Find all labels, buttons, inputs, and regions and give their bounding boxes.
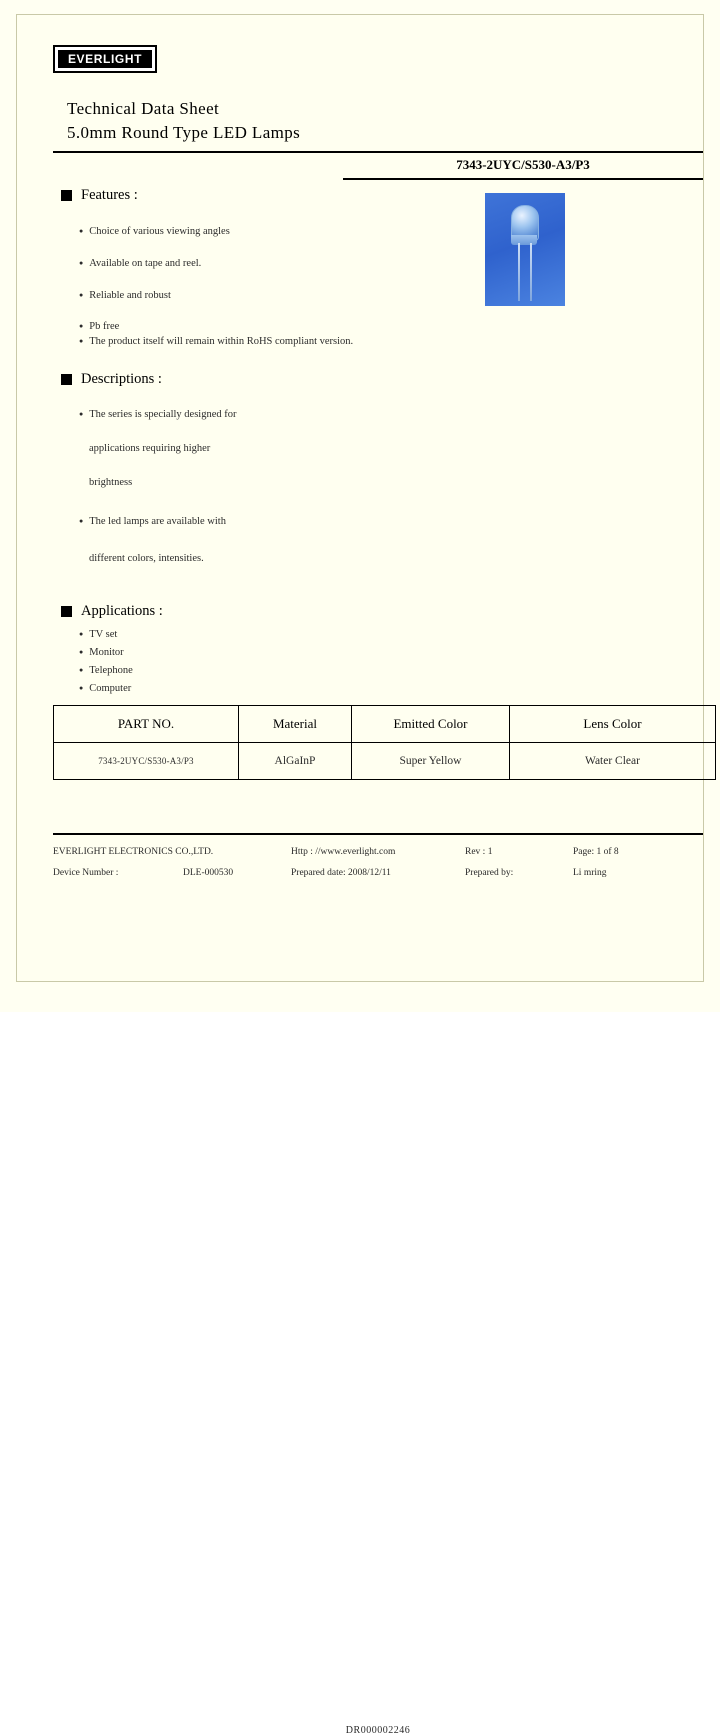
cell-lens-color: Water Clear [510, 743, 716, 780]
everlight-logo [53, 45, 157, 73]
table-header-row [54, 706, 716, 743]
square-bullet-icon [61, 374, 72, 385]
footer-divider [53, 833, 703, 835]
footer-prepared-date: Prepared date: 2008/12/11 [291, 868, 391, 878]
table-header-emitted-color: Emitted Color [352, 706, 510, 743]
table-header-material: Material [239, 706, 352, 743]
applications-label: Applications : [81, 603, 163, 619]
description-item: ● The series is specially designed for [79, 409, 236, 420]
footer [53, 847, 703, 1736]
part-number-header: 7343-2UYC/S530-A3/P3 [343, 157, 703, 180]
description-continuation: brightness [89, 477, 133, 488]
descriptions-label: Descriptions : [81, 371, 162, 387]
led-lamp-photo [485, 193, 565, 306]
application-item: ● Computer [79, 683, 131, 694]
page-subtitle: 5.0mm Round Type LED Lamps [67, 123, 301, 142]
application-item: ● Telephone [79, 665, 133, 676]
square-bullet-icon [61, 190, 72, 201]
feature-item: ● Pb free [79, 321, 119, 332]
features-section-heading [61, 187, 138, 204]
footer-row-2 [53, 868, 703, 889]
page-title: Technical Data Sheet [67, 99, 220, 118]
footer-revision: Rev : 1 [465, 847, 493, 857]
footer-doc-id: DR000002246 [345, 1725, 411, 1736]
cell-material: AlGaInP [239, 743, 352, 780]
table-header-part-no: PART NO. [54, 706, 239, 743]
part-specification-table [53, 705, 716, 780]
led-lead-icon [530, 243, 532, 301]
footer-company: EVERLIGHT ELECTRONICS CO.,LTD. [53, 847, 214, 857]
description-continuation: different colors, intensities. [89, 553, 204, 564]
table-header-lens-color: Lens Color [510, 706, 716, 743]
footer-device-number-label: Device Number : [53, 868, 119, 878]
description-item: ● The led lamps are available with [79, 516, 226, 527]
footer-prepared-by-label: Prepared by: [465, 868, 514, 878]
footer-website[interactable]: Http : //www.everlight.com [291, 847, 396, 857]
led-lead-icon [518, 243, 520, 301]
descriptions-section-heading [61, 371, 162, 388]
header-divider [53, 151, 703, 153]
cell-part-no: 7343-2UYC/S530-A3/P3 [54, 743, 239, 780]
footer-prepared-by-value: Li mring [573, 868, 607, 878]
application-item: ● TV set [79, 629, 117, 640]
features-label: Features : [81, 187, 138, 203]
applications-section-heading [61, 603, 163, 620]
feature-item: ● Choice of various viewing angles [79, 226, 230, 237]
logo-text: EVERLIGHT [58, 50, 152, 68]
description-continuation: applications requiring higher [89, 443, 211, 454]
led-body-shape [511, 235, 537, 245]
application-item: ● Monitor [79, 647, 124, 658]
feature-item: ● Available on tape and reel. [79, 258, 201, 269]
footer-page: Page: 1 of 8 [573, 847, 619, 857]
datasheet-sheet [16, 14, 704, 1736]
table-row [54, 743, 716, 780]
footer-device-number-value: DLE-000530 [183, 868, 234, 878]
footer-row-1 [53, 847, 703, 868]
feature-item: ● The product itself will remain within RoHS compliant version. [79, 336, 353, 347]
square-bullet-icon [61, 606, 72, 617]
cell-emitted-color: Super Yellow [352, 743, 510, 780]
feature-item: ● Reliable and robust [79, 290, 171, 301]
